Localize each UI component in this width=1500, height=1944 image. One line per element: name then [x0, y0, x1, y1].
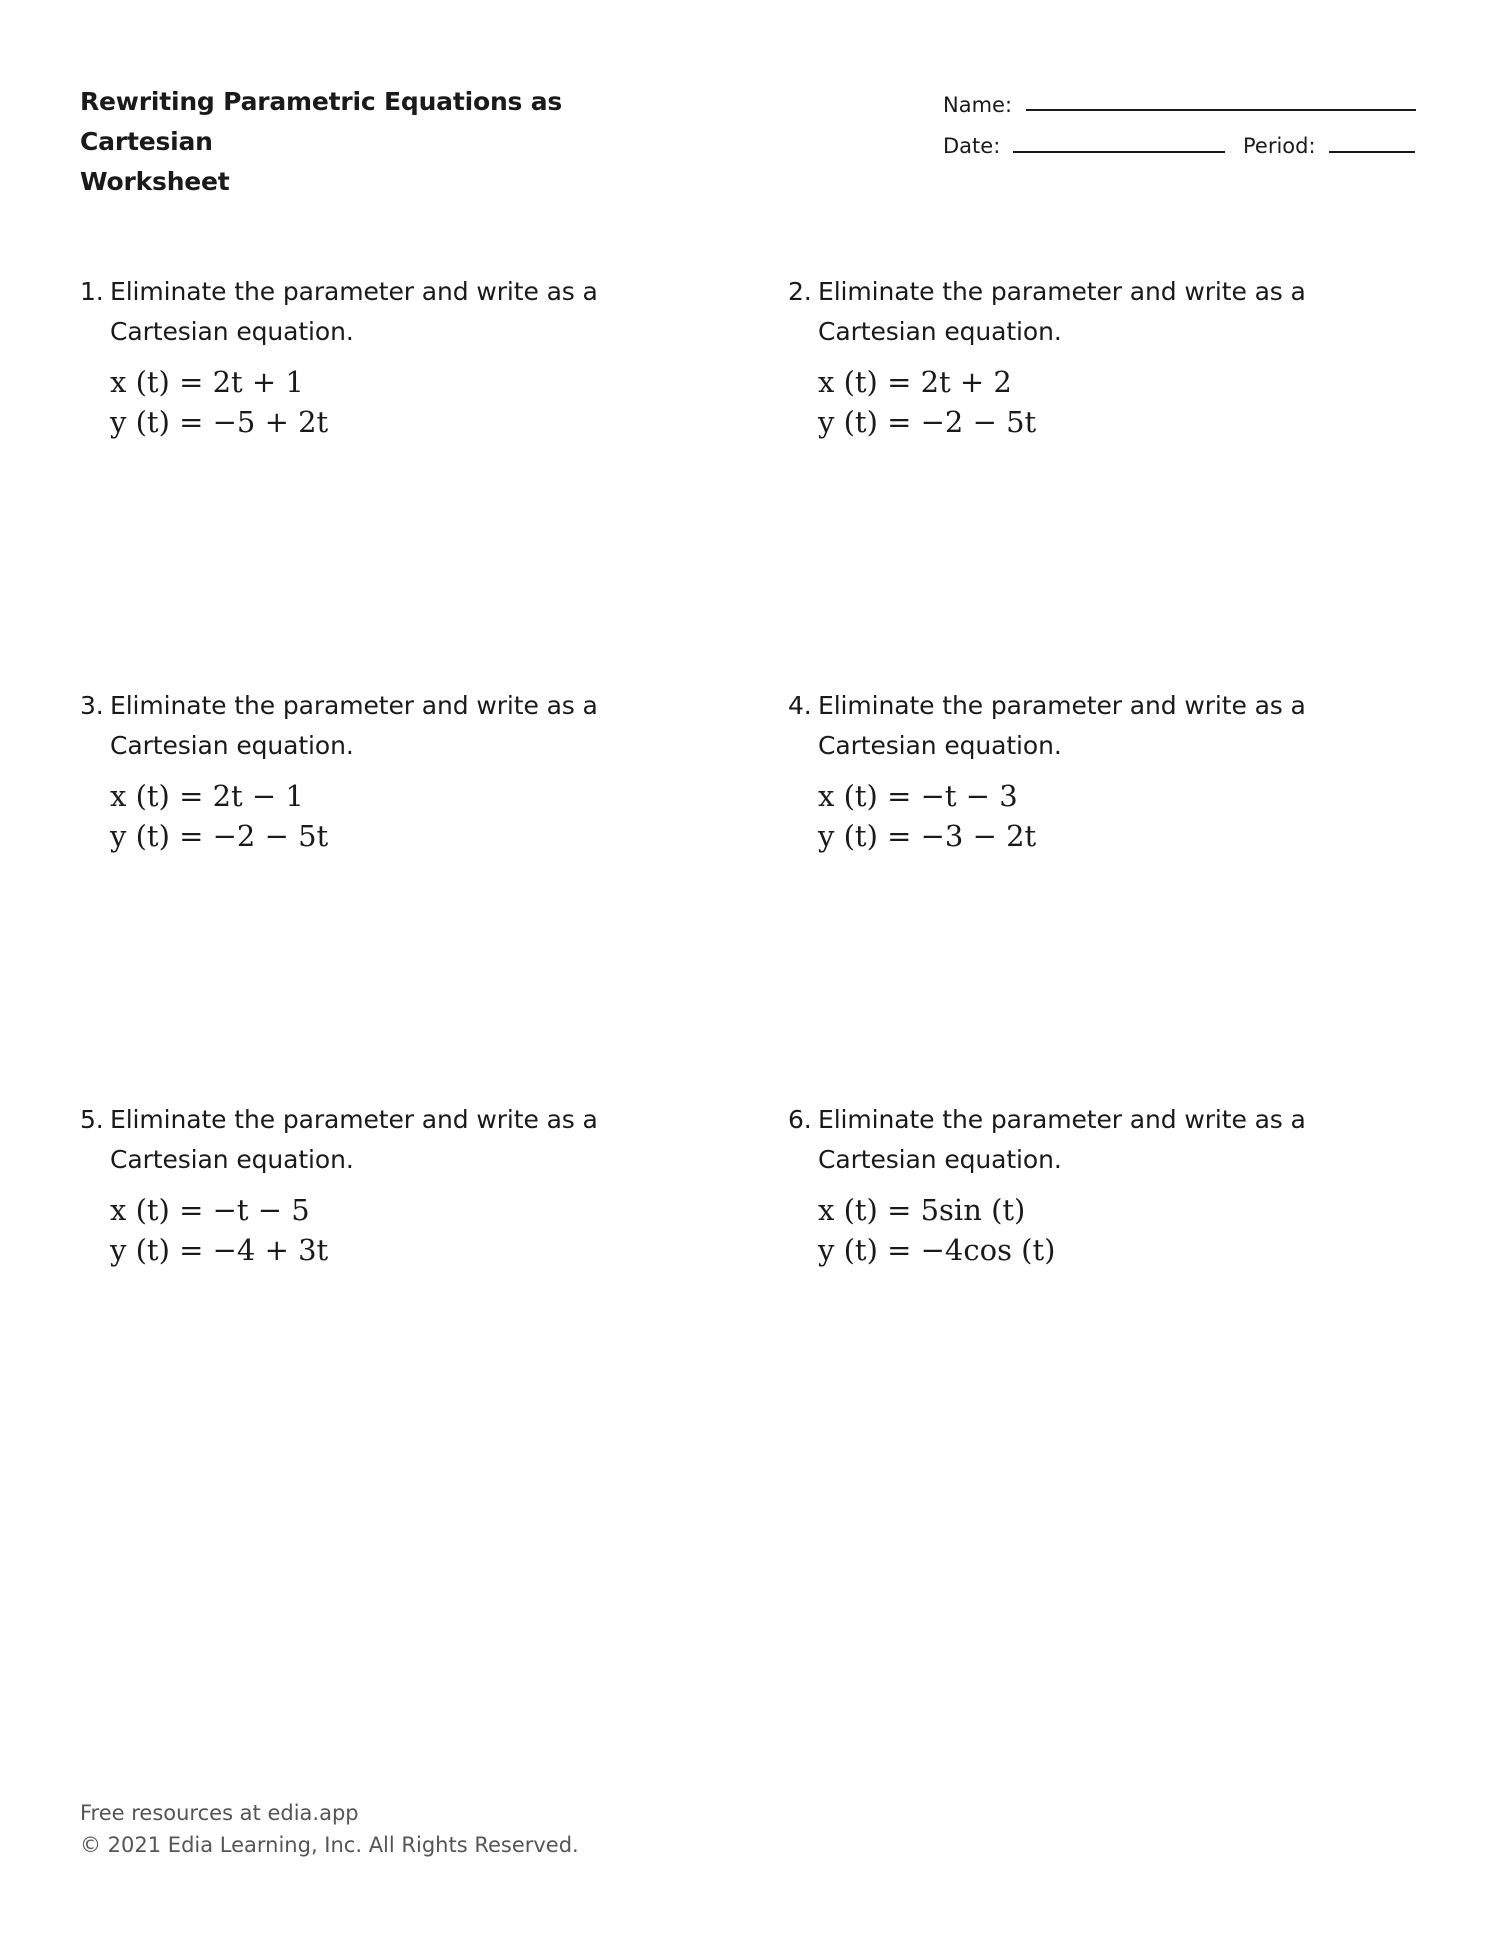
x-equation: x (t) = −t − 5 [110, 1193, 310, 1227]
footer-resources: Free resources at edia.app [80, 1801, 359, 1825]
question-prompt-text: Eliminate the parameter and write as a Cartesian equation. [818, 1105, 1306, 1174]
question-prompt-text: Eliminate the parameter and write as a Cartesian equation. [818, 277, 1306, 346]
question-number: 2. [788, 277, 812, 306]
question-prompt-text: Eliminate the parameter and write as a Cartesian equation. [110, 1105, 598, 1174]
question-number: 6. [788, 1105, 812, 1134]
question-2 [788, 272, 1428, 442]
question-prompt-text: Eliminate the parameter and write as a Cartesian equation. [110, 277, 598, 346]
question-6 [788, 1100, 1428, 1270]
question-number: 3. [80, 691, 104, 720]
footer-copyright: © 2021 Edia Learning, Inc. All Rights Reserved. [80, 1833, 579, 1857]
question-prompt [788, 686, 1428, 766]
y-equation: y (t) = −3 − 2t [818, 819, 1037, 853]
equation-pair [80, 1190, 720, 1270]
name-field[interactable] [1026, 109, 1416, 111]
question-number: 5. [80, 1105, 104, 1134]
equation-pair [788, 362, 1428, 442]
question-3 [80, 686, 720, 856]
equation-pair [788, 1190, 1428, 1270]
x-equation: x (t) = 2t − 1 [110, 779, 304, 813]
date-label: Date: [943, 134, 1001, 158]
y-equation: y (t) = −2 − 5t [818, 405, 1037, 439]
x-equation: x (t) = 5sin (t) [818, 1193, 1026, 1227]
question-prompt-text: Eliminate the parameter and write as a Cartesian equation. [818, 691, 1306, 760]
period-field[interactable] [1329, 151, 1415, 153]
question-prompt [80, 272, 720, 352]
question-5 [80, 1100, 720, 1270]
worksheet-title [80, 82, 700, 202]
question-prompt [80, 686, 720, 766]
question-prompt [788, 272, 1428, 352]
y-equation: y (t) = −2 − 5t [110, 819, 329, 853]
question-number: 1. [80, 277, 104, 306]
equation-pair [80, 362, 720, 442]
y-equation: y (t) = −4cos (t) [818, 1233, 1056, 1267]
footer [80, 1797, 579, 1861]
y-equation: y (t) = −4 + 3t [110, 1233, 329, 1267]
date-field[interactable] [1013, 151, 1225, 153]
worksheet-title-line-1: Rewriting Parametric Equations as Cartesian [80, 87, 563, 156]
question-number: 4. [788, 691, 812, 720]
question-4 [788, 686, 1428, 856]
question-prompt [80, 1100, 720, 1180]
equation-pair [788, 776, 1428, 856]
worksheet-title-line-2: Worksheet [80, 167, 230, 196]
equation-pair [80, 776, 720, 856]
question-prompt [788, 1100, 1428, 1180]
period-label: Period: [1243, 134, 1316, 158]
x-equation: x (t) = −t − 3 [818, 779, 1018, 813]
name-label: Name: [943, 93, 1013, 117]
y-equation: y (t) = −5 + 2t [110, 405, 329, 439]
x-equation: x (t) = 2t + 1 [110, 365, 304, 399]
question-1 [80, 272, 720, 442]
x-equation: x (t) = 2t + 2 [818, 365, 1012, 399]
question-prompt-text: Eliminate the parameter and write as a Cartesian equation. [110, 691, 598, 760]
